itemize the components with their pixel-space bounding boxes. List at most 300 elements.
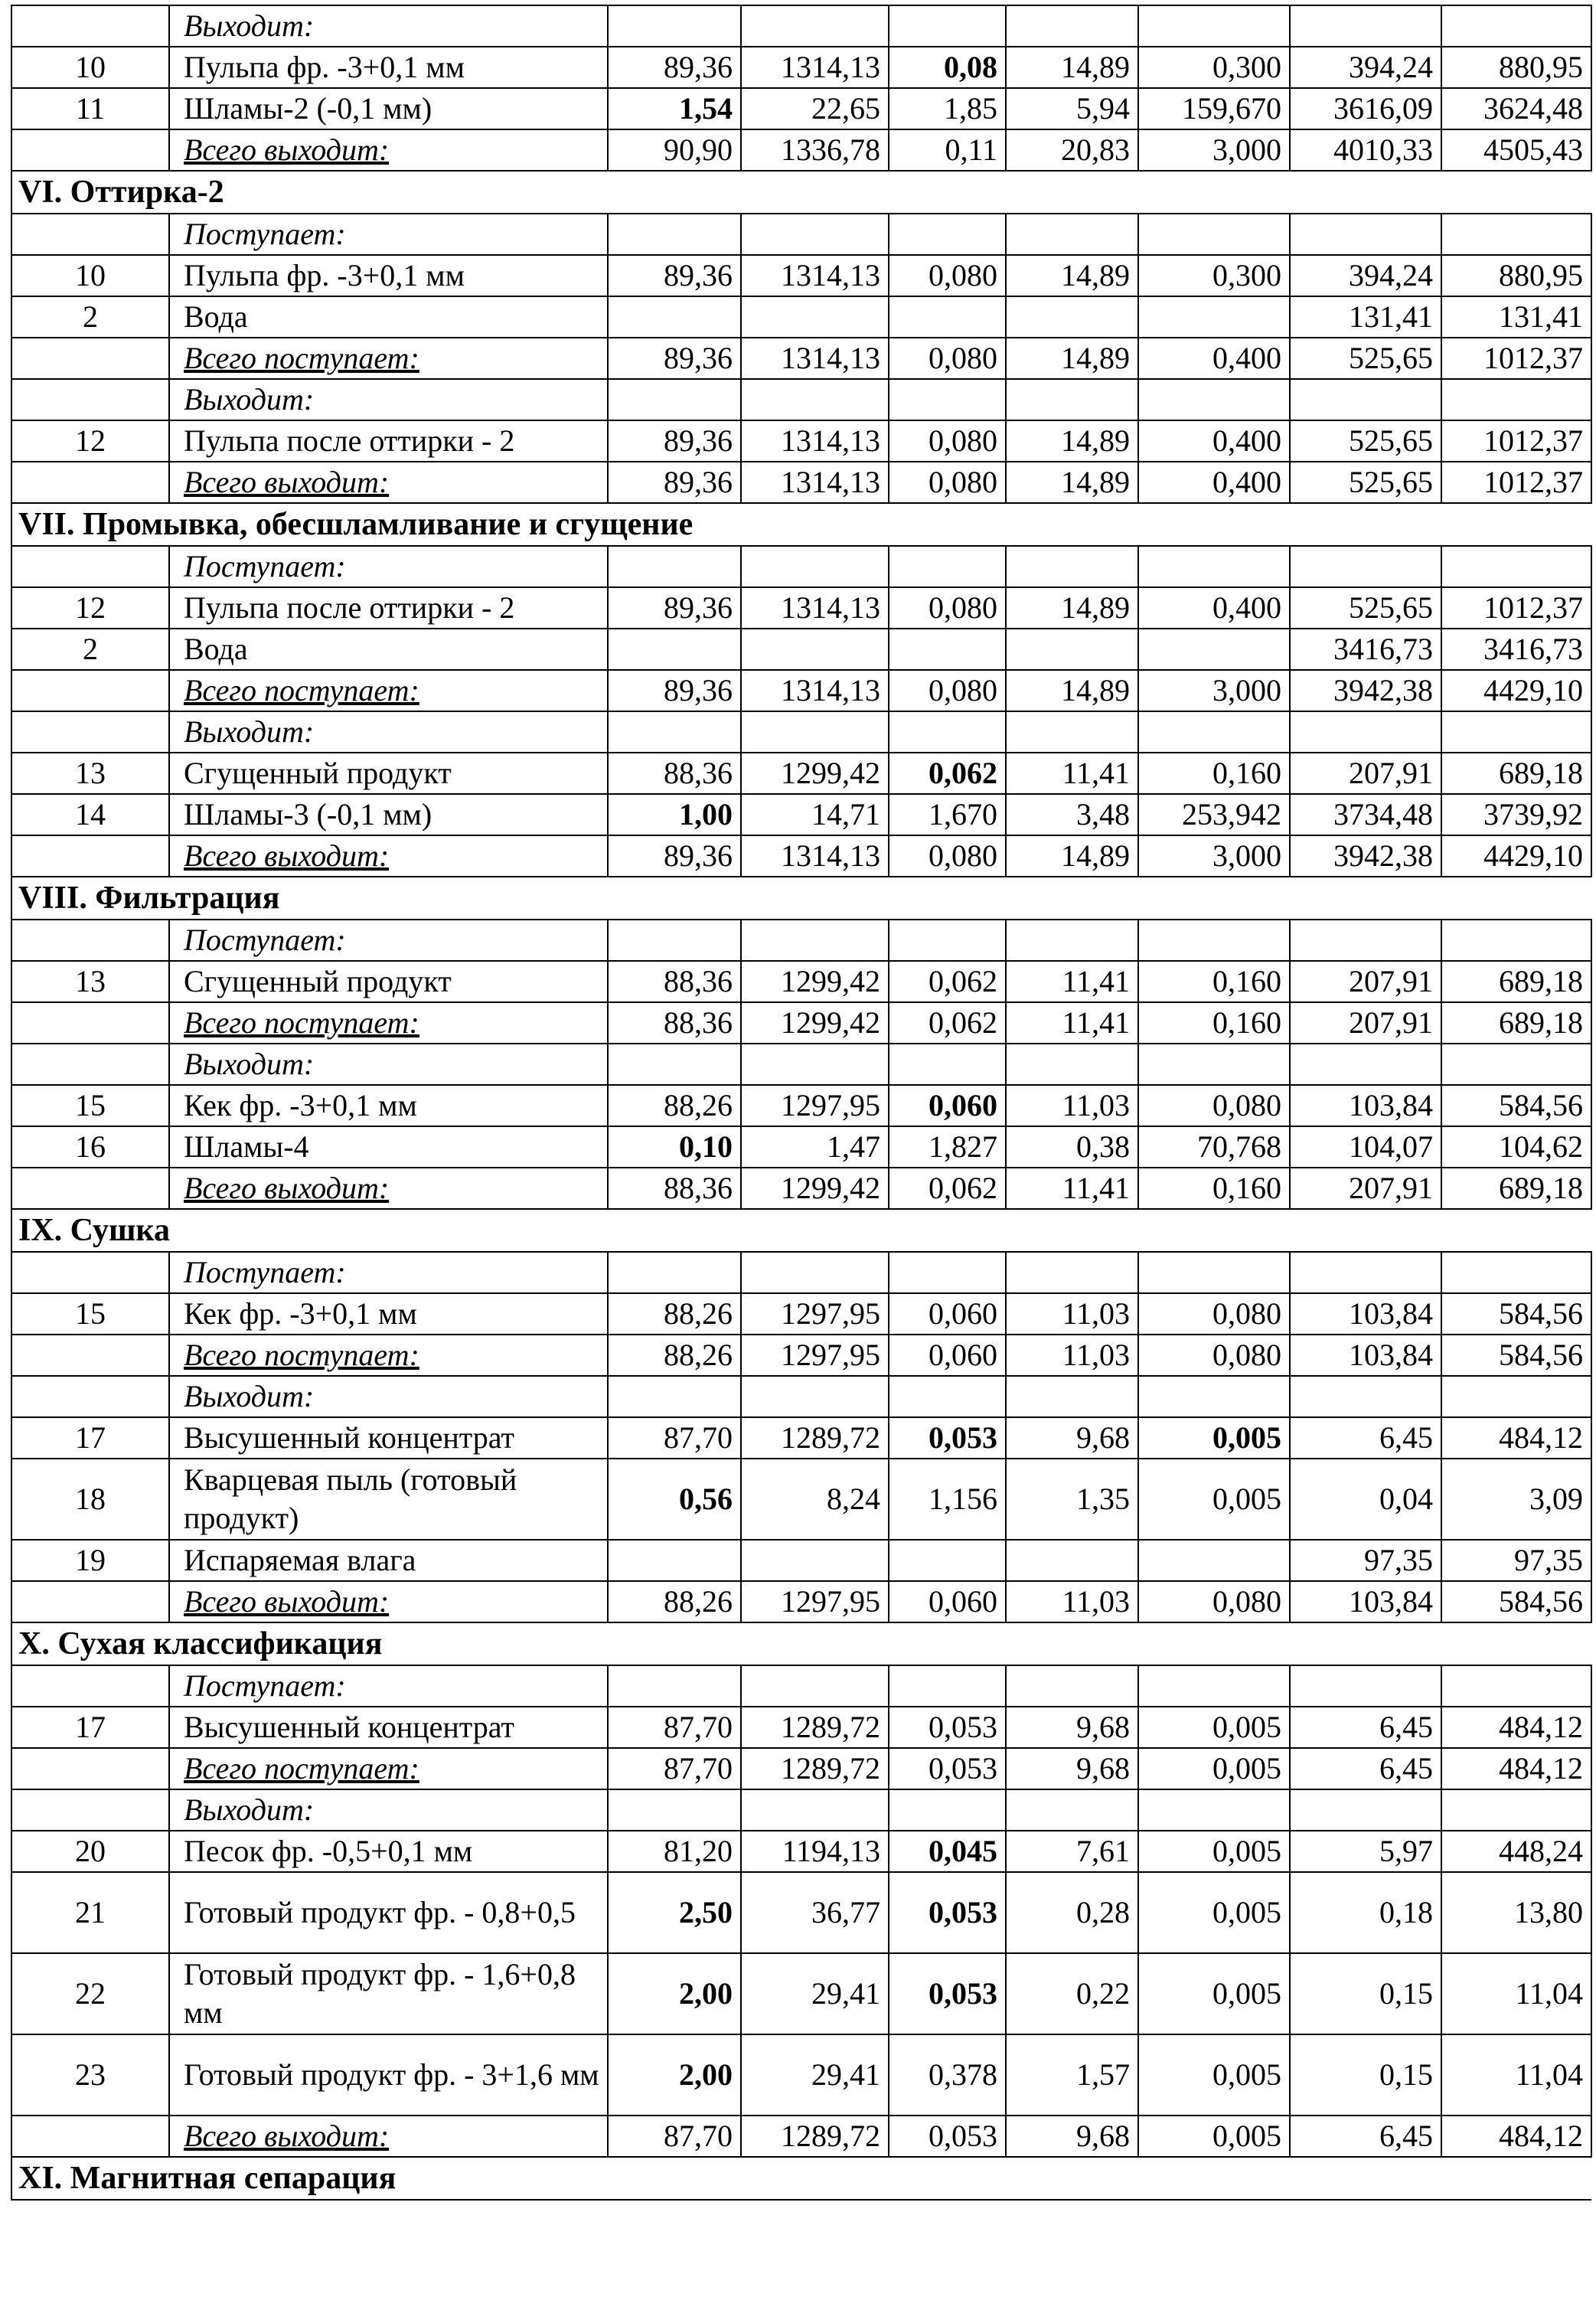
value-cell (889, 1126, 1006, 1168)
value-cell (1006, 1665, 1138, 1707)
value: 1,85 (944, 91, 997, 126)
stream-number: 13 (11, 961, 169, 1002)
value-cell (1006, 5, 1138, 47)
value: 0,56 (679, 1482, 733, 1516)
value-cell (741, 214, 889, 255)
value: 448,24 (1499, 1834, 1583, 1868)
stream-number: 22 (11, 1953, 169, 2034)
value-cell (608, 338, 741, 379)
value: 1289,72 (781, 1751, 880, 1786)
stream-name: Готовый продукт фр. - 3+1,6 мм (169, 2034, 608, 2116)
value-cell (608, 1335, 741, 1376)
value: 5,97 (1379, 1834, 1433, 1868)
value-cell (608, 88, 741, 129)
value: 689,18 (1499, 1005, 1583, 1040)
value: 0,300 (1213, 258, 1281, 292)
material-balance-table (11, 5, 1592, 2201)
value: 1297,95 (781, 1338, 880, 1372)
value: 13,80 (1514, 1895, 1583, 1929)
value: 0,28 (1076, 1895, 1130, 1929)
value-cell (1006, 1126, 1138, 1168)
value: 29,41 (811, 2057, 880, 2092)
value-cell (741, 587, 889, 629)
value-cell (1006, 587, 1138, 629)
stream-name: Шламы-2 (-0,1 мм) (169, 88, 608, 129)
stream-number (11, 1789, 169, 1831)
value-cell (889, 296, 1006, 338)
value-cell (741, 753, 889, 794)
stream-name: Пульпа после оттирки - 2 (169, 420, 608, 462)
table-row (11, 753, 1591, 794)
stream-number (11, 462, 169, 503)
table-row (11, 47, 1591, 88)
value: 0,053 (929, 1710, 997, 1744)
value-cell (741, 1417, 889, 1459)
stream-number (11, 711, 169, 753)
value: 2,50 (679, 1895, 733, 1929)
value-cell (1290, 129, 1441, 171)
total-label: Всего поступает: (169, 670, 608, 711)
value: 88,36 (664, 1171, 733, 1205)
stream-number (11, 1252, 169, 1293)
value-cell (608, 546, 741, 587)
flow-direction-label: Выходит: (169, 1376, 608, 1417)
value-cell (1138, 1540, 1290, 1581)
value-cell (1138, 1872, 1290, 1953)
flow-direction-label: Поступает: (169, 920, 608, 961)
value-cell (889, 420, 1006, 462)
value: 3416,73 (1333, 632, 1433, 666)
table-row (11, 587, 1591, 629)
value: 1,156 (929, 1482, 997, 1516)
value-cell (1006, 47, 1138, 88)
value: 484,12 (1499, 1710, 1583, 1744)
value-cell (1441, 920, 1591, 961)
value-cell (1006, 1252, 1138, 1293)
value-cell (1290, 5, 1441, 47)
value: 689,18 (1499, 964, 1583, 998)
value-cell (1290, 1335, 1441, 1376)
value-cell (1138, 1707, 1290, 1748)
value-cell (608, 1252, 741, 1293)
value: 22,65 (811, 91, 880, 126)
section-header-row (11, 171, 1591, 214)
value: 0,080 (929, 258, 997, 292)
value-cell (1006, 420, 1138, 462)
value: 1297,95 (781, 1296, 880, 1331)
value: 0,053 (929, 2119, 997, 2153)
value-cell (889, 920, 1006, 961)
value-cell (889, 753, 1006, 794)
flow-direction-label: Выходит: (169, 1789, 608, 1831)
value-cell (1441, 129, 1591, 171)
value-cell (1290, 1540, 1441, 1581)
value-cell (741, 338, 889, 379)
value-cell (741, 1540, 889, 1581)
value: 7,61 (1076, 1834, 1130, 1868)
value-cell (1290, 1044, 1441, 1085)
value: 104,62 (1499, 1129, 1583, 1164)
value-cell (608, 961, 741, 1002)
value: 4429,10 (1483, 838, 1583, 873)
total-row (11, 1581, 1591, 1622)
value: 525,65 (1349, 465, 1433, 499)
value: 0,060 (929, 1338, 997, 1372)
value-cell (1290, 214, 1441, 255)
value: 89,36 (664, 673, 733, 707)
value-cell (741, 5, 889, 47)
value: 0,053 (929, 1751, 997, 1786)
value: 0,11 (945, 132, 997, 167)
label-row (11, 546, 1591, 587)
value-cell (608, 587, 741, 629)
value-cell (608, 296, 741, 338)
value: 0,005 (1213, 2119, 1281, 2153)
value: 4010,33 (1333, 132, 1433, 167)
value-cell (1441, 1417, 1591, 1459)
value-cell (1138, 379, 1290, 420)
value-cell (1290, 1831, 1441, 1872)
value-cell (1138, 1665, 1290, 1707)
value: 689,18 (1499, 756, 1583, 790)
value-cell (1441, 587, 1591, 629)
value: 159,670 (1182, 91, 1281, 126)
value: 6,45 (1379, 1751, 1433, 1786)
value: 525,65 (1349, 341, 1433, 375)
value: 6,45 (1379, 2119, 1433, 2153)
label-row (11, 1789, 1591, 1831)
value: 3,48 (1076, 797, 1130, 832)
value-cell (741, 296, 889, 338)
value-cell (1006, 1335, 1138, 1376)
value: 89,36 (664, 50, 733, 84)
value-cell (1138, 214, 1290, 255)
value: 394,24 (1349, 258, 1433, 292)
value: 0,300 (1213, 50, 1281, 84)
stream-name: Высушенный концентрат (169, 1707, 608, 1748)
flow-direction-label: Выходит: (169, 5, 608, 47)
value-cell (1006, 88, 1138, 129)
value: 584,56 (1499, 1338, 1583, 1372)
value-cell (741, 1953, 889, 2034)
value: 0,005 (1213, 2057, 1281, 2092)
value-cell (741, 1665, 889, 1707)
value-cell (1138, 1168, 1290, 1209)
value-cell (1138, 88, 1290, 129)
value: 1289,72 (781, 1420, 880, 1455)
value-cell (1290, 753, 1441, 794)
stream-number: 15 (11, 1085, 169, 1126)
value-cell (608, 2116, 741, 2157)
value: 0,080 (929, 590, 997, 625)
value: 11,03 (1062, 1296, 1130, 1331)
value-cell (1290, 1665, 1441, 1707)
value-cell (1441, 255, 1591, 296)
value: 1289,72 (781, 2119, 880, 2153)
value-cell (1441, 338, 1591, 379)
value-cell (1006, 961, 1138, 1002)
value-cell (1441, 546, 1591, 587)
stream-name: Шламы-4 (169, 1126, 608, 1168)
value: 2,00 (679, 2057, 733, 2092)
value-cell (1290, 1789, 1441, 1831)
section-header-row (11, 503, 1591, 546)
label-row (11, 1376, 1591, 1417)
value-cell (1290, 1126, 1441, 1168)
value-cell (889, 1831, 1006, 1872)
stream-number: 16 (11, 1126, 169, 1168)
stream-number (11, 670, 169, 711)
value: 0,400 (1213, 465, 1281, 499)
stream-number (11, 5, 169, 47)
value-cell (1441, 1252, 1591, 1293)
value: 9,68 (1076, 1420, 1130, 1455)
table-row (11, 1459, 1591, 1540)
value-cell (889, 255, 1006, 296)
flow-direction-label: Поступает: (169, 1252, 608, 1293)
value: 0,400 (1213, 423, 1281, 458)
value-cell (1138, 587, 1290, 629)
value-cell (1441, 47, 1591, 88)
value-cell (741, 2034, 889, 2116)
value: 0,005 (1213, 1710, 1281, 1744)
value-cell (1290, 338, 1441, 379)
value-cell (1138, 1831, 1290, 1872)
total-label: Всего поступает: (169, 1335, 608, 1376)
value-cell (889, 462, 1006, 503)
stream-name: Пульпа после оттирки - 2 (169, 587, 608, 629)
value-cell (1006, 1953, 1138, 2034)
value: 3,000 (1213, 132, 1281, 167)
value-cell (889, 1789, 1006, 1831)
value-cell (1006, 214, 1138, 255)
value-cell (608, 379, 741, 420)
value-cell (608, 2034, 741, 2116)
stream-number (11, 129, 169, 171)
value: 1012,37 (1483, 341, 1583, 375)
table-row (11, 1540, 1591, 1581)
stream-name: Сгущенный продукт (169, 961, 608, 1002)
value: 11,03 (1062, 1088, 1130, 1122)
value-cell (1006, 711, 1138, 753)
value-cell (1290, 1002, 1441, 1044)
value: 103,84 (1349, 1584, 1433, 1619)
value-cell (608, 1540, 741, 1581)
value: 89,36 (664, 590, 733, 625)
value-cell (1006, 1581, 1138, 1622)
stream-number (11, 338, 169, 379)
stream-number: 13 (11, 753, 169, 794)
stream-number: 17 (11, 1417, 169, 1459)
value-cell (1441, 1044, 1591, 1085)
stream-number: 12 (11, 587, 169, 629)
value-cell (1290, 920, 1441, 961)
value-cell (741, 711, 889, 753)
value: 70,768 (1197, 1129, 1281, 1164)
value: 484,12 (1499, 1420, 1583, 1455)
value: 11,04 (1515, 1976, 1583, 2011)
value-cell (1006, 1540, 1138, 1581)
total-row (11, 1168, 1591, 1209)
table-row (11, 88, 1591, 129)
total-row (11, 462, 1591, 503)
table-row (11, 961, 1591, 1002)
value-cell (608, 753, 741, 794)
value: 3416,73 (1483, 632, 1583, 666)
value: 0,062 (929, 1171, 997, 1205)
value: 11,03 (1062, 1338, 1130, 1372)
value-cell (608, 1044, 741, 1085)
value-cell (741, 1376, 889, 1417)
table-row (11, 1293, 1591, 1335)
stream-number (11, 546, 169, 587)
value-cell (608, 1707, 741, 1748)
value-cell (608, 1665, 741, 1707)
section-header-row (11, 2157, 1591, 2200)
value-cell (608, 1002, 741, 1044)
value: 1012,37 (1483, 423, 1583, 458)
total-row (11, 1748, 1591, 1789)
value-cell (1138, 546, 1290, 587)
value-cell (1006, 2116, 1138, 2157)
stream-name: Кварцевая пыль (готовый продукт) (169, 1459, 608, 1540)
value: 484,12 (1499, 1751, 1583, 1786)
table-row (11, 1707, 1591, 1748)
value-cell (1138, 129, 1290, 171)
table-row (11, 794, 1591, 835)
value-cell (1138, 670, 1290, 711)
total-row (11, 1002, 1591, 1044)
value: 880,95 (1499, 258, 1583, 292)
value-cell (1441, 1789, 1591, 1831)
value-cell (1138, 5, 1290, 47)
value: 207,91 (1349, 756, 1433, 790)
value-cell (741, 1293, 889, 1335)
value-cell (1006, 462, 1138, 503)
value-cell (889, 1168, 1006, 1209)
value: 11,41 (1062, 1005, 1130, 1040)
value: 0,04 (1379, 1482, 1433, 1516)
value: 0,005 (1213, 1420, 1281, 1455)
stream-number (11, 835, 169, 877)
value: 0,15 (1379, 1976, 1433, 2011)
value: 88,26 (664, 1338, 733, 1372)
value: 131,41 (1349, 299, 1433, 334)
value-cell (889, 961, 1006, 1002)
value-cell (741, 794, 889, 835)
value-cell (1138, 794, 1290, 835)
value: 29,41 (811, 1976, 880, 2011)
value-cell (608, 1085, 741, 1126)
value-cell (889, 1293, 1006, 1335)
value: 14,89 (1061, 673, 1130, 707)
value-cell (1290, 1168, 1441, 1209)
value-cell (608, 462, 741, 503)
table-row (11, 1085, 1591, 1126)
value-cell (608, 1953, 741, 2034)
value-cell (741, 1168, 889, 1209)
flow-direction-label: Поступает: (169, 1665, 608, 1707)
value-cell (608, 1581, 741, 1622)
value-cell (741, 1748, 889, 1789)
value: 81,20 (664, 1834, 733, 1868)
stream-number (11, 1581, 169, 1622)
value: 394,24 (1349, 50, 1433, 84)
value-cell (1006, 129, 1138, 171)
value: 525,65 (1349, 590, 1433, 625)
value-cell (1441, 711, 1591, 753)
value-cell (608, 835, 741, 877)
value: 0,005 (1213, 1976, 1281, 2011)
value-cell (1290, 546, 1441, 587)
value-cell (889, 5, 1006, 47)
flow-direction-label: Выходит: (169, 379, 608, 420)
value-cell (1290, 1293, 1441, 1335)
value: 1,57 (1076, 2057, 1130, 2092)
value: 525,65 (1349, 423, 1433, 458)
value: 11,41 (1062, 756, 1130, 790)
value-cell (1138, 1376, 1290, 1417)
value-cell (741, 1044, 889, 1085)
value-cell (889, 88, 1006, 129)
value: 89,36 (664, 838, 733, 873)
value: 2,00 (679, 1976, 733, 2011)
value-cell (741, 670, 889, 711)
value: 1,670 (929, 797, 997, 832)
value: 0,18 (1379, 1895, 1433, 1929)
value-cell (1138, 296, 1290, 338)
value-cell (608, 794, 741, 835)
value: 0,160 (1213, 1005, 1281, 1040)
stream-name: Кек фр. -3+0,1 мм (169, 1085, 608, 1126)
value: 14,71 (811, 797, 880, 832)
value-cell (1290, 1376, 1441, 1417)
value-cell (1138, 1293, 1290, 1335)
stream-number: 12 (11, 420, 169, 462)
total-label: Всего выходит: (169, 1581, 608, 1622)
value-cell (1006, 1168, 1138, 1209)
value-cell (608, 1748, 741, 1789)
value-cell (1138, 420, 1290, 462)
stream-number (11, 379, 169, 420)
value-cell (741, 462, 889, 503)
total-row (11, 338, 1591, 379)
value-cell (1138, 920, 1290, 961)
value-cell (1006, 1293, 1138, 1335)
value-cell (1006, 1748, 1138, 1789)
stream-name: Кек фр. -3+0,1 мм (169, 1293, 608, 1335)
value-cell (608, 1831, 741, 1872)
value-cell (741, 379, 889, 420)
stream-number (11, 1168, 169, 1209)
value-cell (1138, 2116, 1290, 2157)
value-cell (1138, 961, 1290, 1002)
value-cell (889, 1459, 1006, 1540)
value-cell (1138, 1335, 1290, 1376)
stream-name: Готовый продукт фр. - 0,8+0,5 (169, 1872, 608, 1953)
value: 0,062 (929, 756, 997, 790)
value-cell (1138, 1459, 1290, 1540)
value-cell (1290, 1872, 1441, 1953)
stream-number: 11 (11, 88, 169, 129)
value-cell (1138, 2034, 1290, 2116)
value-cell (1138, 629, 1290, 670)
value: 11,04 (1515, 2057, 1583, 2092)
value: 207,91 (1349, 1005, 1433, 1040)
stream-name: Готовый продукт фр. - 1,6+0,8 мм (169, 1953, 608, 2034)
value-cell (1006, 1002, 1138, 1044)
value-cell (608, 420, 741, 462)
